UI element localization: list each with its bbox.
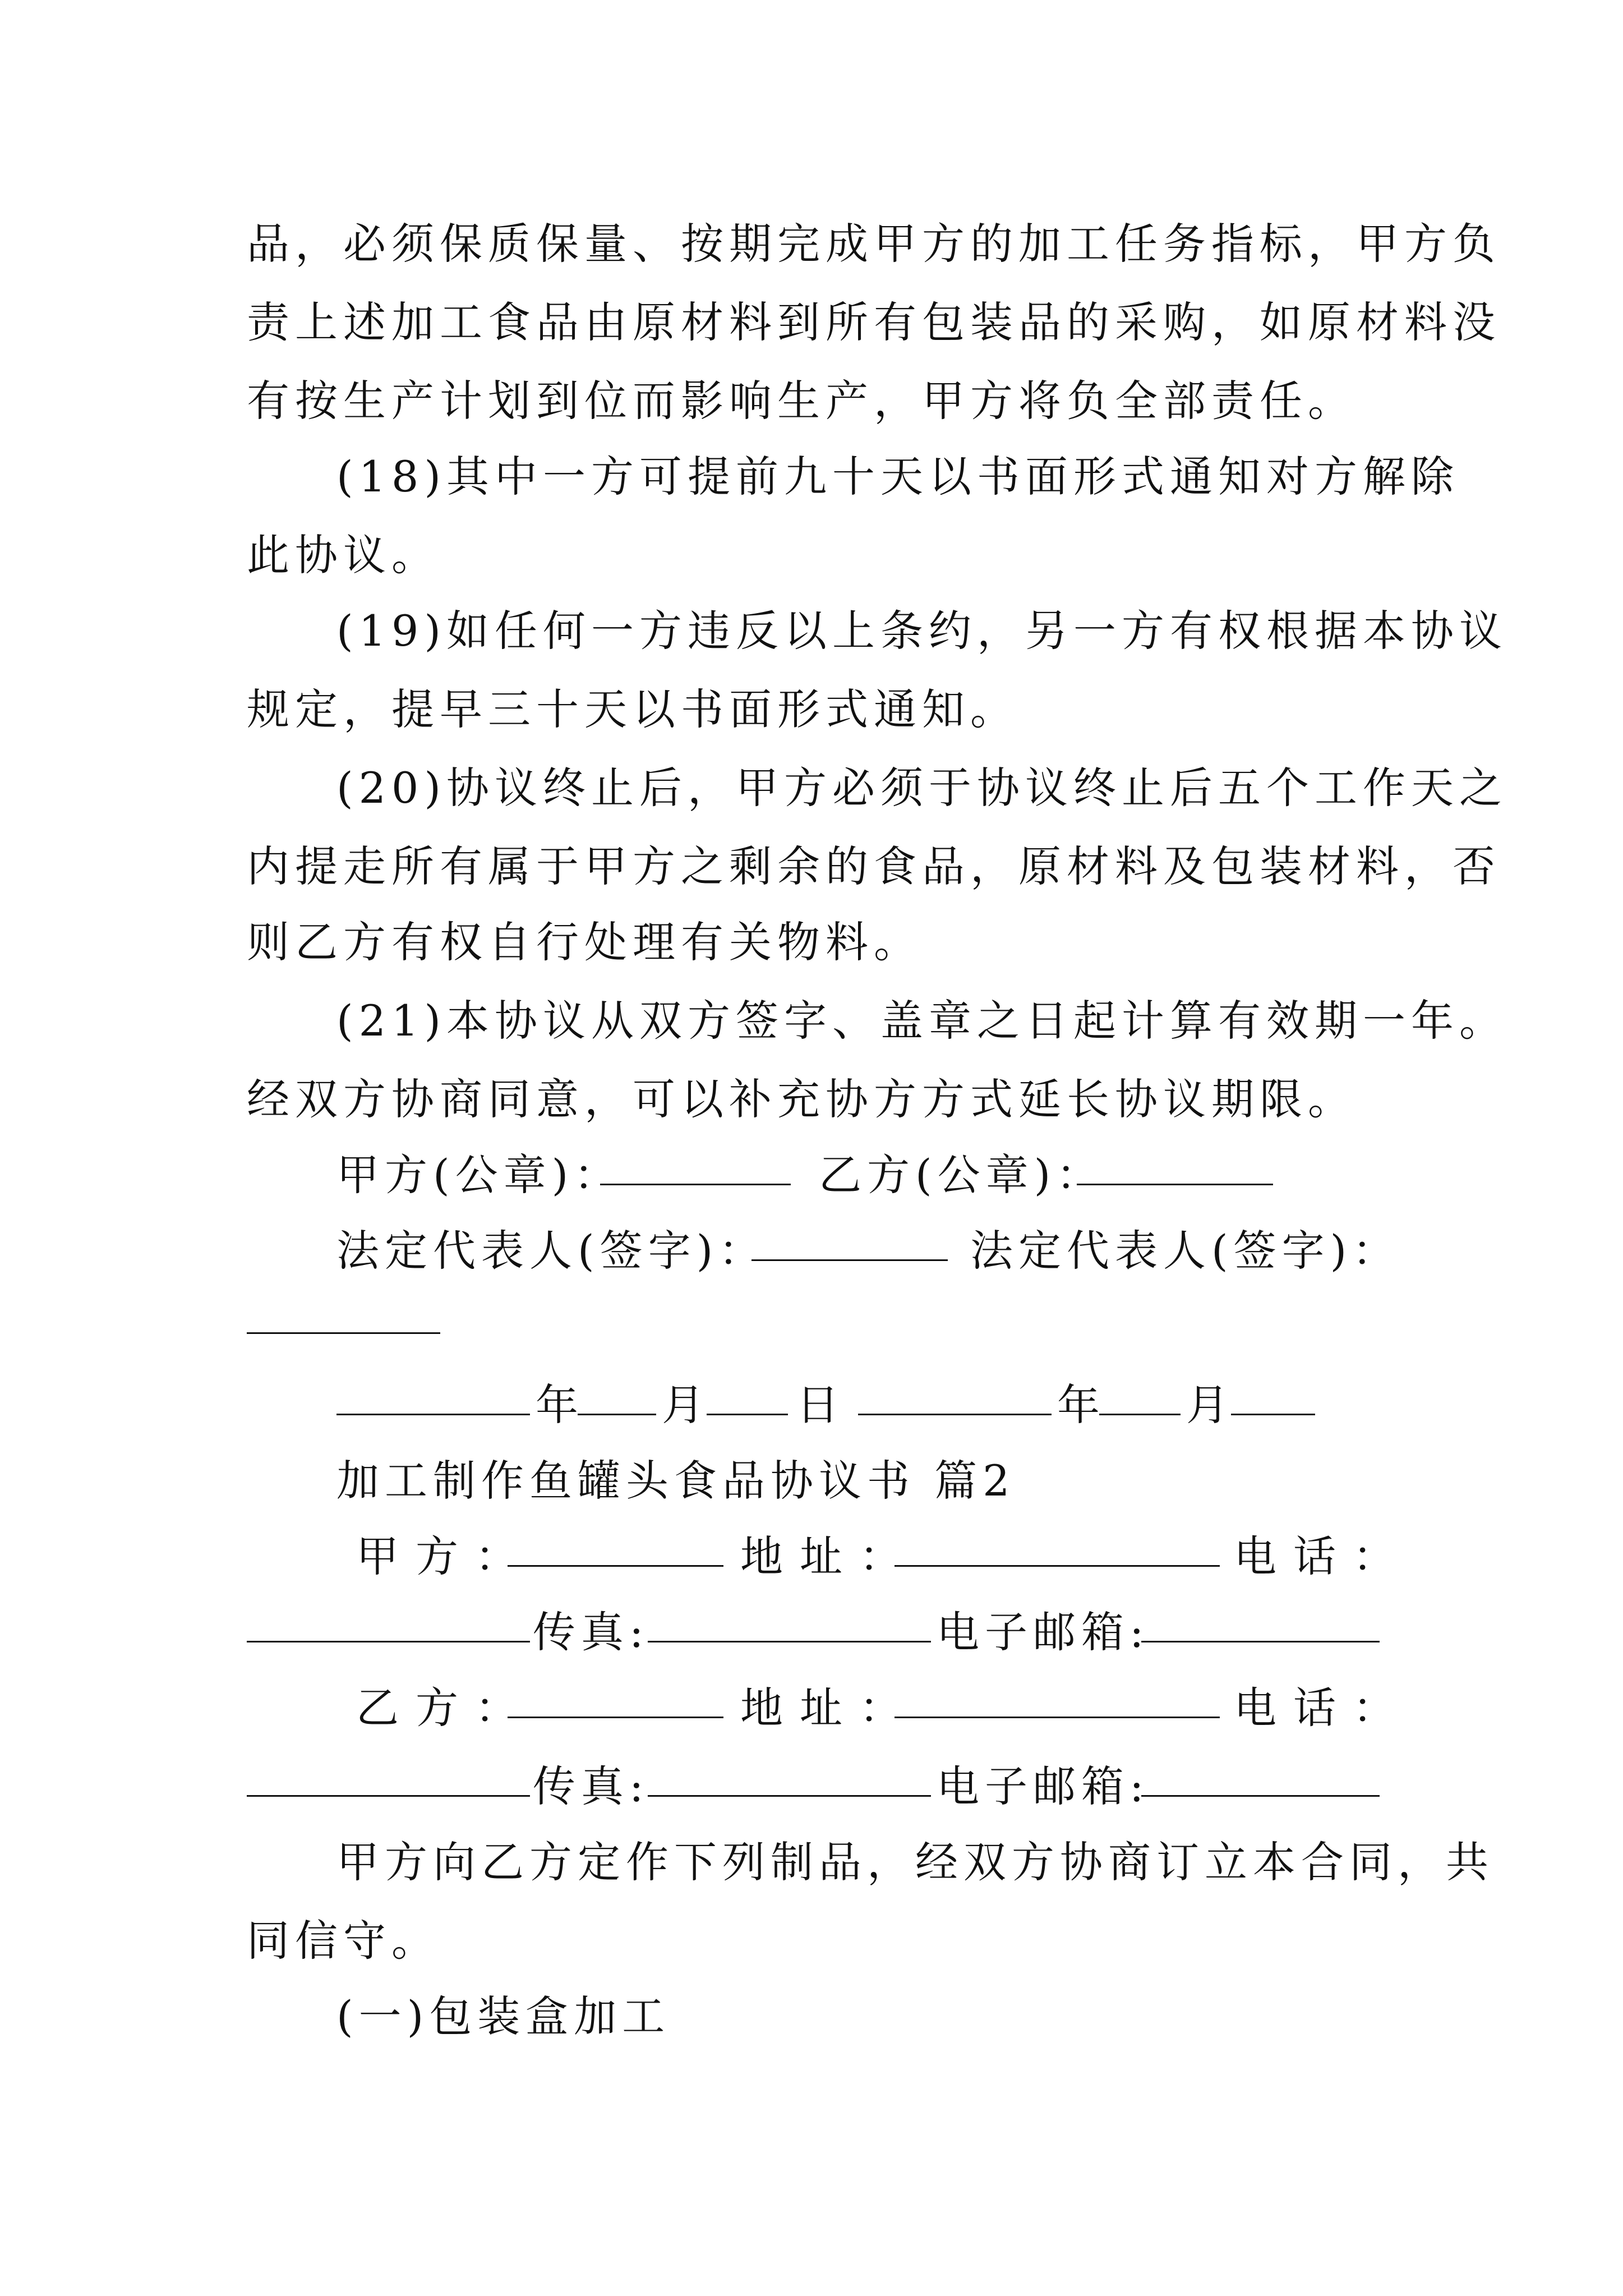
party-a-email-label: 电子邮箱: <box>937 1607 1150 1657</box>
party-a-fax-blank <box>648 1641 931 1642</box>
paragraph-line: 有按生产计划到位而影响生产，甲方将负全部责任。 <box>247 376 1356 426</box>
paragraph-line: 品，必须保质保量、按期完成甲方的加工任务指标，甲方负 <box>247 219 1501 269</box>
closing-line: 同信守。 <box>247 1916 440 1966</box>
clause-21: (21)本协议从双方签字、盖章之日起计算有效期一年。 <box>336 996 1508 1046</box>
party-b-phone-blank <box>247 1795 530 1797</box>
party-b-phone-label: 电话： <box>1234 1683 1412 1733</box>
party-b-name-blank <box>508 1717 723 1718</box>
party-b-fax-blank <box>648 1795 931 1797</box>
party-a-seal-blank <box>600 1184 791 1185</box>
party-a-fax-label: 传真: <box>533 1607 649 1657</box>
date-b-year: 年 <box>1057 1380 1105 1430</box>
rep-a-label: 法定代表人(签字)： <box>336 1226 767 1276</box>
paragraph-line: 则乙方有权自行处理有关物料。 <box>247 917 922 967</box>
clause-19: (19)如任何一方违反以上条约，另一方有权根据本协议 <box>336 606 1508 656</box>
party-b-email-blank <box>1141 1795 1380 1797</box>
section-title: 加工制作鱼罐头食品协议书 篇2 <box>336 1456 1016 1506</box>
paragraph-line: 经双方协商同意，可以补充协方方式延长协议期限。 <box>247 1074 1356 1124</box>
paragraph-line: 规定，提早三十天以书面形式通知。 <box>247 684 1018 734</box>
rep-b-label: 法定代表人(签字)： <box>970 1226 1401 1276</box>
rep-b-blank <box>247 1332 440 1334</box>
party-b-address-blank <box>895 1717 1220 1718</box>
date-a-month-blank <box>578 1414 656 1415</box>
party-a-label: 甲方： <box>356 1531 534 1581</box>
rep-a-blank <box>751 1259 948 1261</box>
clause-18: (18)其中一方可提前九十天以书面形式通知对方解除 <box>336 452 1460 501</box>
party-b-address-label: 地址： <box>740 1683 919 1733</box>
party-b-label: 乙方： <box>356 1683 534 1733</box>
party-b-email-label: 电子邮箱: <box>937 1761 1150 1811</box>
party-b-seal-blank <box>1077 1184 1273 1185</box>
party-a-phone-label: 电话： <box>1234 1531 1412 1581</box>
party-a-address-blank <box>895 1565 1220 1567</box>
date-a-year: 年 <box>536 1380 584 1430</box>
party-a-seal-label: 甲方(公章)： <box>336 1150 623 1200</box>
date-b-month: 月 <box>1186 1380 1234 1430</box>
date-a-year-blank <box>336 1414 530 1415</box>
date-b-year-blank <box>858 1414 1052 1415</box>
subsection-heading: (一)包装盒加工 <box>336 1991 671 2041</box>
party-b-seal-label: 乙方(公章)： <box>819 1150 1105 1200</box>
date-a-day: 日 <box>796 1380 845 1430</box>
date-a-day-blank <box>707 1414 788 1415</box>
party-b-fax-label: 传真: <box>533 1761 649 1811</box>
date-b-month-blank <box>1099 1414 1181 1415</box>
paragraph-line: 责上述加工食品由原材料到所有包装品的采购，如原材料没 <box>247 297 1501 347</box>
party-a-email-blank <box>1141 1641 1380 1642</box>
paragraph-line: 内提走所有属于甲方之剩余的食品，原材料及包装材料，否 <box>247 841 1501 891</box>
party-a-address-label: 地址： <box>740 1531 919 1581</box>
party-a-name-blank <box>508 1565 723 1567</box>
date-a-month: 月 <box>662 1380 710 1430</box>
party-a-phone-blank <box>247 1641 530 1642</box>
date-b-day-blank <box>1231 1414 1315 1415</box>
clause-20: (20)协议终止后，甲方必须于协议终止后五个工作天之 <box>336 763 1508 813</box>
paragraph-line: 此协议。 <box>247 530 440 580</box>
closing-line: 甲方向乙方定作下列制品，经双方协商订立本合同，共 <box>336 1837 1494 1887</box>
